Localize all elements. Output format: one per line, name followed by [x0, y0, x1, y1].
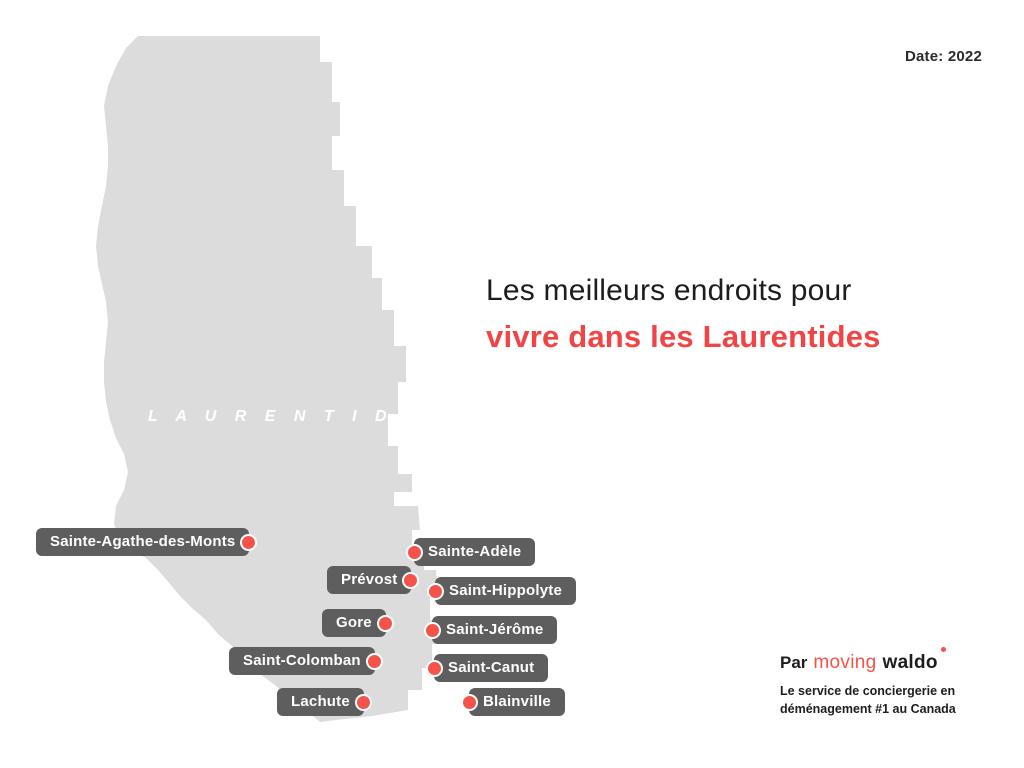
brand-block — [780, 652, 1006, 718]
city-label[interactable]: Sainte-Adèle — [414, 538, 535, 567]
map-marker-icon[interactable] — [408, 546, 421, 559]
map-marker-icon[interactable] — [368, 655, 381, 668]
city-pin[interactable] — [229, 646, 381, 676]
map-region-label: L A U R E N T I D E S — [148, 408, 452, 425]
city-label[interactable]: Sainte-Agathe-des-Monts — [36, 528, 249, 557]
brand-moving-label: moving — [813, 652, 877, 673]
map-marker-icon[interactable] — [242, 536, 255, 549]
map-marker-icon[interactable] — [429, 585, 442, 598]
city-label[interactable]: Gore — [322, 609, 386, 638]
map-marker-icon[interactable] — [404, 574, 417, 587]
city-label[interactable]: Saint-Jérôme — [432, 616, 557, 645]
headline-line-2: vivre dans les Laurentides — [486, 319, 881, 355]
brand-par-label: Par — [780, 653, 808, 672]
city-label[interactable]: Lachute — [277, 688, 364, 717]
brand-waldo-label — [882, 652, 937, 674]
date-label: Date: 2022 — [904, 48, 982, 65]
map-marker-icon[interactable] — [428, 662, 441, 675]
map-marker-icon[interactable] — [379, 617, 392, 630]
map-marker-icon[interactable] — [357, 696, 370, 709]
city-pin[interactable] — [408, 537, 535, 567]
city-label[interactable]: Saint-Canut — [434, 654, 548, 683]
city-label[interactable]: Prévost — [327, 566, 411, 595]
brand-tagline: Le service de conciergerie en déménagement #1 au Canada — [780, 684, 956, 717]
map-marker-icon[interactable] — [426, 624, 439, 637]
headline-block — [486, 272, 1006, 356]
city-pin[interactable] — [277, 687, 370, 717]
city-label[interactable]: Saint-Colomban — [229, 647, 375, 676]
brand-logo-row — [780, 652, 1006, 674]
city-label[interactable]: Blainville — [469, 688, 565, 717]
city-pin[interactable] — [36, 527, 255, 557]
city-label[interactable]: Saint-Hippolyte — [435, 577, 576, 606]
city-pin[interactable] — [429, 576, 576, 606]
brand-accent-dot-icon — [941, 647, 946, 652]
brand-waldo-text: waldo — [882, 652, 938, 673]
headline-line-1: Les meilleurs endroits pour — [486, 274, 852, 307]
city-pin[interactable] — [463, 687, 565, 717]
map-marker-icon[interactable] — [463, 696, 476, 709]
city-pin[interactable] — [428, 653, 548, 683]
city-pin[interactable] — [327, 565, 417, 595]
city-pin[interactable] — [322, 608, 392, 638]
city-pin[interactable] — [426, 615, 557, 645]
